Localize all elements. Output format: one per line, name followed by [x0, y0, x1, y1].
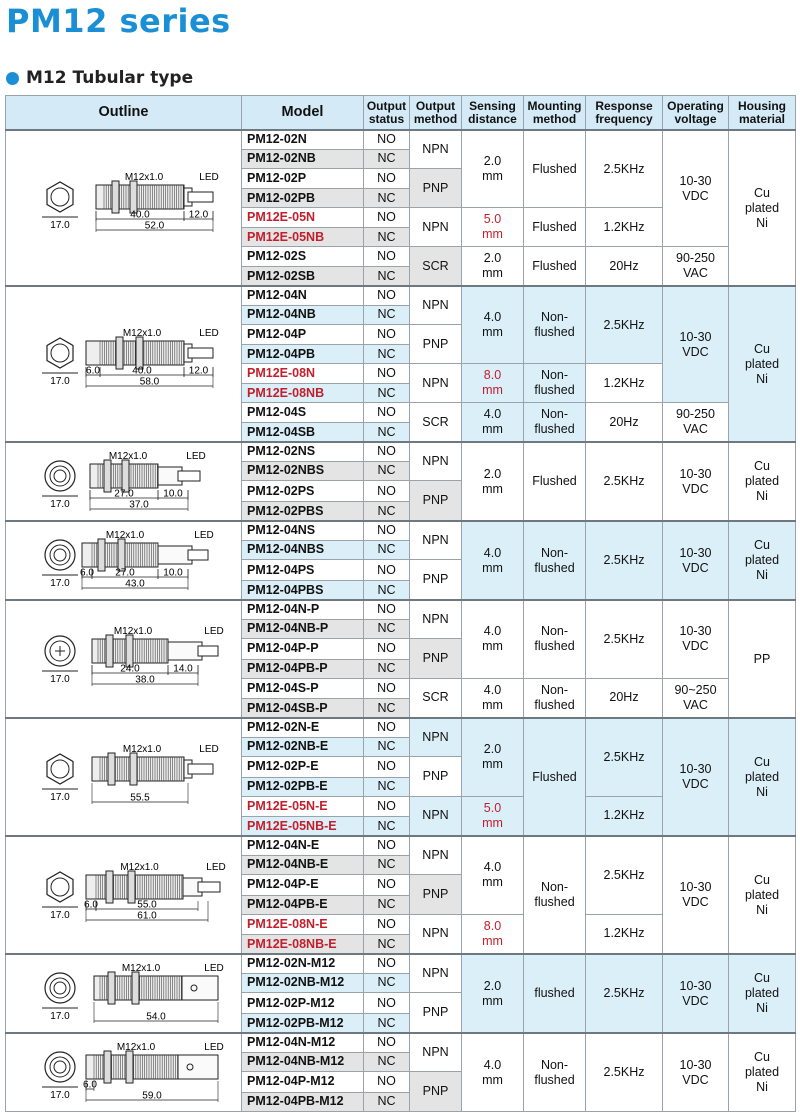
response-frequency-cell: 2.5KHz [586, 521, 663, 600]
svg-text:LED: LED [205, 862, 226, 873]
model-cell: PM12-02NS [242, 442, 364, 461]
output-method-cell: NPN [410, 1033, 462, 1072]
header-operating-voltage: Operating voltage [663, 96, 729, 131]
output-status-cell: NO [364, 796, 410, 816]
model-cell: PM12-04NS [242, 521, 364, 540]
output-status-cell: NO [364, 208, 410, 228]
model-cell: PM12-02NB [242, 149, 364, 168]
sensor-outline-drawing [8, 443, 240, 520]
response-frequency-cell: 2.5KHz [586, 836, 663, 914]
svg-text:6.0: 6.0 [85, 365, 100, 377]
sensor-outline-drawing [8, 955, 240, 1032]
section-title: M12 Tubular type [26, 68, 194, 88]
sensing-distance-cell: 4.0 mm [462, 678, 524, 718]
response-frequency-cell: 2.5KHz [586, 130, 663, 208]
svg-text:17.0: 17.0 [49, 578, 70, 589]
mounting-method-cell: Flushed [524, 442, 586, 521]
output-status-cell: NO [364, 364, 410, 384]
table-row [6, 600, 796, 619]
output-method-cell: PNP [410, 169, 462, 208]
mounting-method-cell: Non- flushed [524, 600, 586, 678]
model-cell: PM12-04NB-M12 [242, 1052, 364, 1071]
model-cell: PM12E-05NB-E [242, 817, 364, 836]
svg-text:LED: LED [203, 963, 224, 974]
model-cell: PM12-02P-M12 [242, 993, 364, 1014]
svg-text:12.0: 12.0 [188, 365, 208, 377]
header-housing-material: Housing material [729, 96, 796, 131]
model-cell: PM12-04N-P [242, 600, 364, 619]
output-status-cell: NO [364, 1072, 410, 1093]
output-method-cell: NPN [410, 954, 462, 993]
model-cell: PM12E-08N-E [242, 914, 364, 934]
output-status-cell: NC [364, 1014, 410, 1033]
sensor-outline-drawing [8, 837, 240, 953]
output-status-cell: NO [364, 521, 410, 540]
operating-voltage-cell: 10-30 VDC [663, 718, 729, 836]
model-cell: PM12-02NB-M12 [242, 973, 364, 992]
output-status-cell: NC [364, 188, 410, 207]
output-method-cell: PNP [410, 1072, 462, 1112]
sensing-distance-cell: 4.0 mm [462, 286, 524, 364]
mounting-method-cell: Flushed [524, 208, 586, 247]
housing-material-cell: Cu plated Ni [729, 954, 796, 1033]
outline-cell [6, 521, 242, 600]
output-status-cell: NC [364, 461, 410, 480]
svg-text:LED: LED [203, 626, 224, 637]
operating-voltage-cell: 10-30 VDC [663, 1033, 729, 1112]
sensing-distance-cell: 4.0 mm [462, 600, 524, 678]
header-outline: Outline [6, 96, 242, 131]
output-status-cell: NO [364, 442, 410, 461]
mounting-method-cell: Non- flushed [524, 521, 586, 600]
outline-cell [6, 130, 242, 286]
model-cell: PM12-04NB-P [242, 619, 364, 638]
output-status-cell: NO [364, 403, 410, 423]
model-cell: PM12-02PS [242, 481, 364, 502]
operating-voltage-cell: 10-30 VDC [663, 836, 729, 954]
spec-table [5, 95, 796, 1112]
model-cell: PM12-02N-M12 [242, 954, 364, 973]
output-status-cell: NO [364, 875, 410, 895]
output-status-cell: NC [364, 228, 410, 247]
outline-cell [6, 718, 242, 836]
output-status-cell: NC [364, 855, 410, 874]
header-output-method: Output method [410, 96, 462, 131]
svg-text:M12x1.0: M12x1.0 [113, 626, 152, 637]
output-status-cell: NC [364, 502, 410, 521]
svg-text:12.0: 12.0 [188, 209, 208, 221]
output-method-cell: NPN [410, 796, 462, 836]
output-status-cell: NC [364, 423, 410, 442]
operating-voltage-cell: 10-30 VDC [663, 442, 729, 521]
model-cell: PM12-02NBS [242, 461, 364, 480]
svg-text:17.0: 17.0 [49, 674, 70, 685]
svg-text:24.0: 24.0 [119, 663, 140, 675]
sensing-distance-cell: 2.0 mm [462, 130, 524, 208]
mounting-method-cell: Non- flushed [524, 364, 586, 403]
model-cell: PM12-02PBS [242, 502, 364, 521]
svg-text:52.0: 52.0 [144, 220, 164, 232]
output-status-cell: NC [364, 1092, 410, 1111]
output-status-cell: NC [364, 777, 410, 796]
svg-text:40.0: 40.0 [131, 365, 152, 377]
output-method-cell: PNP [410, 560, 462, 600]
model-cell: PM12-04PB [242, 344, 364, 363]
response-frequency-cell: 2.5KHz [586, 1033, 663, 1112]
table-row [6, 442, 796, 461]
operating-voltage-cell: 10-30 VDC [663, 600, 729, 678]
output-method-cell: NPN [410, 521, 462, 560]
sensor-outline-drawing [8, 287, 240, 441]
svg-text:17.0: 17.0 [49, 1011, 70, 1022]
model-cell: PM12-04P-P [242, 639, 364, 659]
response-frequency-cell: 20Hz [586, 678, 663, 718]
svg-text:17.0: 17.0 [49, 376, 70, 387]
svg-text:LED: LED [198, 172, 219, 183]
svg-text:6.0: 6.0 [79, 567, 94, 579]
response-frequency-cell: 2.5KHz [586, 600, 663, 678]
mounting-method-cell: Flushed [524, 130, 586, 208]
model-cell: PM12-02PB-M12 [242, 1014, 364, 1033]
page-title: PM12 series [6, 2, 231, 40]
output-status-cell: NC [364, 737, 410, 756]
svg-text:27.0: 27.0 [114, 567, 135, 579]
output-status-cell: NC [364, 384, 410, 403]
model-cell: PM12E-05NB [242, 228, 364, 247]
table-row [6, 286, 796, 305]
svg-text:54.0: 54.0 [145, 1011, 166, 1023]
housing-material-cell: Cu plated Ni [729, 442, 796, 521]
output-status-cell: NC [364, 817, 410, 836]
sensing-distance-cell: 2.0 mm [462, 718, 524, 796]
operating-voltage-cell: 90~250 VAC [663, 678, 729, 718]
output-status-cell: NC [364, 935, 410, 954]
output-status-cell: NO [364, 481, 410, 502]
housing-material-cell: Cu plated Ni [729, 1033, 796, 1112]
output-status-cell: NC [364, 619, 410, 638]
svg-text:59.0: 59.0 [141, 1090, 162, 1102]
housing-material-cell: Cu plated Ni [729, 130, 796, 286]
svg-text:M12x1.0: M12x1.0 [119, 862, 159, 873]
model-cell: PM12-04PB-M12 [242, 1092, 364, 1111]
header-mounting-method: Mounting method [524, 96, 586, 131]
sensing-distance-cell: 4.0 mm [462, 1033, 524, 1112]
output-status-cell: NO [364, 639, 410, 659]
response-frequency-cell: 2.5KHz [586, 954, 663, 1033]
output-status-cell: NC [364, 1052, 410, 1071]
output-status-cell: NO [364, 130, 410, 149]
output-status-cell: NC [364, 659, 410, 678]
mounting-method-cell: Non- flushed [524, 403, 586, 442]
svg-text:17.0: 17.0 [49, 220, 70, 231]
svg-text:LED: LED [198, 328, 219, 339]
output-method-cell: PNP [410, 481, 462, 521]
svg-text:61.0: 61.0 [136, 910, 157, 922]
svg-text:58.0: 58.0 [139, 376, 159, 388]
output-status-cell: NC [364, 895, 410, 914]
model-cell: PM12-04S [242, 403, 364, 423]
output-status-cell: NO [364, 678, 410, 698]
response-frequency-cell: 1.2KHz [586, 914, 663, 954]
output-status-cell: NC [364, 305, 410, 324]
model-cell: PM12-02P [242, 169, 364, 189]
sensor-outline-drawing [8, 131, 240, 285]
model-cell: PM12-02P-E [242, 757, 364, 777]
output-status-cell: NO [364, 914, 410, 934]
svg-text:17.0: 17.0 [49, 910, 70, 921]
sensing-distance-cell: 2.0 mm [462, 442, 524, 521]
housing-material-cell: Cu plated Ni [729, 521, 796, 600]
bullet-dot-icon [6, 72, 19, 85]
output-method-cell: PNP [410, 325, 462, 364]
svg-text:LED: LED [203, 1042, 224, 1053]
model-cell: PM12-04NB [242, 305, 364, 324]
outline-cell [6, 954, 242, 1033]
mounting-method-cell: Non- flushed [524, 836, 586, 954]
output-method-cell: SCR [410, 247, 462, 286]
output-method-cell: PNP [410, 639, 462, 679]
model-cell: PM12-04SB [242, 423, 364, 442]
housing-material-cell: Cu plated Ni [729, 286, 796, 442]
svg-text:10.0: 10.0 [162, 567, 183, 579]
mounting-method-cell: Non- flushed [524, 286, 586, 364]
response-frequency-cell: 2.5KHz [586, 286, 663, 364]
svg-text:17.0: 17.0 [49, 792, 70, 803]
model-cell: PM12-04PS [242, 560, 364, 581]
output-status-cell: NC [364, 699, 410, 718]
housing-material-cell: PP [729, 600, 796, 718]
header-sensing-distance: Sensing distance [462, 96, 524, 131]
model-cell: PM12E-05N-E [242, 796, 364, 816]
mounting-method-cell: flushed [524, 954, 586, 1033]
model-cell: PM12-04N-E [242, 836, 364, 855]
output-status-cell: NO [364, 325, 410, 345]
output-status-cell: NC [364, 267, 410, 286]
response-frequency-cell: 20Hz [586, 403, 663, 442]
sensing-distance-cell: 2.0 mm [462, 954, 524, 1033]
svg-text:55.0: 55.0 [136, 899, 157, 911]
output-status-cell: NO [364, 560, 410, 581]
model-cell: PM12-02NB-E [242, 737, 364, 756]
table-row [6, 521, 796, 540]
svg-text:M12x1.0: M12x1.0 [124, 172, 163, 183]
model-cell: PM12-04PB-E [242, 895, 364, 914]
operating-voltage-cell: 10-30 VDC [663, 954, 729, 1033]
output-status-cell: NC [364, 149, 410, 168]
model-cell: PM12-04PB-P [242, 659, 364, 678]
output-status-cell: NO [364, 836, 410, 855]
operating-voltage-cell: 10-30 VDC [663, 521, 729, 600]
table-row [6, 1033, 796, 1052]
output-method-cell: SCR [410, 403, 462, 442]
svg-text:27.0: 27.0 [113, 488, 134, 500]
table-row [6, 836, 796, 855]
outline-cell [6, 1033, 242, 1112]
svg-text:17.0: 17.0 [49, 499, 70, 510]
output-status-cell: NC [364, 344, 410, 363]
sensing-distance-cell: 5.0 mm [462, 796, 524, 836]
svg-text:M12x1.0: M12x1.0 [105, 530, 144, 541]
outline-cell [6, 442, 242, 521]
model-cell: PM12-02N [242, 130, 364, 149]
model-cell: PM12-02SB [242, 267, 364, 286]
operating-voltage-cell: 10-30 VDC [663, 286, 729, 403]
svg-text:6.0: 6.0 [83, 899, 98, 911]
svg-text:LED: LED [185, 451, 206, 462]
model-cell: PM12-04NBS [242, 540, 364, 559]
operating-voltage-cell: 90-250 VAC [663, 403, 729, 442]
model-cell: PM12E-08NB-E [242, 935, 364, 954]
output-method-cell: NPN [410, 718, 462, 757]
output-status-cell: NO [364, 718, 410, 737]
mounting-method-cell: Flushed [524, 247, 586, 286]
model-cell: PM12-04N [242, 286, 364, 305]
model-cell: PM12-04PBS [242, 581, 364, 600]
sensing-distance-cell: 8.0 mm [462, 364, 524, 403]
output-method-cell: SCR [410, 678, 462, 718]
svg-text:LED: LED [198, 744, 219, 755]
svg-text:37.0: 37.0 [128, 499, 149, 511]
sensing-distance-cell: 8.0 mm [462, 914, 524, 954]
output-status-cell: NO [364, 286, 410, 305]
mounting-method-cell: Non- flushed [524, 1033, 586, 1112]
output-status-cell: NC [364, 540, 410, 559]
svg-text:43.0: 43.0 [124, 578, 145, 590]
output-status-cell: NO [364, 993, 410, 1014]
output-method-cell: NPN [410, 208, 462, 247]
sensor-outline-drawing [8, 522, 240, 599]
table-row [6, 718, 796, 737]
sensing-distance-cell: 5.0 mm [462, 208, 524, 247]
output-method-cell: NPN [410, 286, 462, 325]
output-status-cell: NO [364, 169, 410, 189]
model-cell: PM12E-08NB [242, 384, 364, 403]
svg-text:M12x1.0: M12x1.0 [121, 963, 160, 974]
sensing-distance-cell: 2.0 mm [462, 247, 524, 286]
model-cell: PM12-04P [242, 325, 364, 345]
output-status-cell: NC [364, 581, 410, 600]
model-cell: PM12-04S-P [242, 678, 364, 698]
mounting-method-cell: Flushed [524, 718, 586, 836]
response-frequency-cell: 1.2KHz [586, 208, 663, 247]
response-frequency-cell: 1.2KHz [586, 364, 663, 403]
output-method-cell: PNP [410, 993, 462, 1033]
mounting-method-cell: Non- flushed [524, 678, 586, 718]
model-cell: PM12-02N-E [242, 718, 364, 737]
header-response-frequency: Response frequency [586, 96, 663, 131]
output-method-cell: NPN [410, 130, 462, 169]
outline-cell [6, 286, 242, 442]
output-status-cell: NC [364, 973, 410, 992]
model-cell: PM12-02S [242, 247, 364, 267]
output-status-cell: NO [364, 954, 410, 973]
sensor-outline-drawing [8, 601, 240, 717]
output-status-cell: NO [364, 757, 410, 777]
output-status-cell: NO [364, 1033, 410, 1052]
model-cell: PM12-02PB [242, 188, 364, 207]
output-method-cell: NPN [410, 600, 462, 639]
model-cell: PM12-04NB-E [242, 855, 364, 874]
output-status-cell: NO [364, 247, 410, 267]
response-frequency-cell: 20Hz [586, 247, 663, 286]
svg-text:17.0: 17.0 [49, 1090, 70, 1101]
model-cell: PM12-04P-M12 [242, 1072, 364, 1093]
sensing-distance-cell: 4.0 mm [462, 836, 524, 914]
outline-cell [6, 836, 242, 954]
svg-text:14.0: 14.0 [172, 663, 193, 675]
output-method-cell: NPN [410, 442, 462, 481]
svg-text:LED: LED [193, 530, 214, 541]
model-cell: PM12E-08N [242, 364, 364, 384]
output-method-cell: NPN [410, 836, 462, 875]
model-cell: PM12-02PB-E [242, 777, 364, 796]
sensing-distance-cell: 4.0 mm [462, 521, 524, 600]
model-cell: PM12-04P-E [242, 875, 364, 895]
operating-voltage-cell: 10-30 VDC [663, 130, 729, 247]
housing-material-cell: Cu plated Ni [729, 718, 796, 836]
sensor-outline-drawing [8, 1034, 240, 1111]
outline-cell [6, 600, 242, 718]
svg-text:38.0: 38.0 [134, 674, 155, 686]
svg-text:M12x1.0: M12x1.0 [108, 451, 147, 462]
response-frequency-cell: 2.5KHz [586, 442, 663, 521]
svg-text:40.0: 40.0 [129, 209, 150, 221]
output-method-cell: NPN [410, 364, 462, 403]
header-output-status: Output status [364, 96, 410, 131]
section-heading [6, 68, 193, 88]
svg-text:6.0: 6.0 [82, 1079, 97, 1091]
operating-voltage-cell: 90-250 VAC [663, 247, 729, 286]
output-status-cell: NO [364, 600, 410, 619]
table-row [6, 954, 796, 973]
model-cell: PM12-04N-M12 [242, 1033, 364, 1052]
svg-text:M12x1.0: M12x1.0 [122, 744, 161, 755]
svg-text:M12x1.0: M12x1.0 [116, 1042, 155, 1053]
sensor-outline-drawing [8, 719, 240, 835]
svg-text:M12x1.0: M12x1.0 [122, 328, 161, 339]
svg-text:55.5: 55.5 [129, 792, 150, 804]
output-method-cell: NPN [410, 914, 462, 954]
sensing-distance-cell: 4.0 mm [462, 403, 524, 442]
header-model: Model [242, 96, 364, 131]
model-cell: PM12-04SB-P [242, 699, 364, 718]
table-row [6, 130, 796, 149]
response-frequency-cell: 2.5KHz [586, 718, 663, 796]
output-method-cell: PNP [410, 757, 462, 797]
svg-text:10.0: 10.0 [162, 488, 183, 500]
output-method-cell: PNP [410, 875, 462, 915]
response-frequency-cell: 1.2KHz [586, 796, 663, 836]
model-cell: PM12E-05N [242, 208, 364, 228]
housing-material-cell: Cu plated Ni [729, 836, 796, 954]
